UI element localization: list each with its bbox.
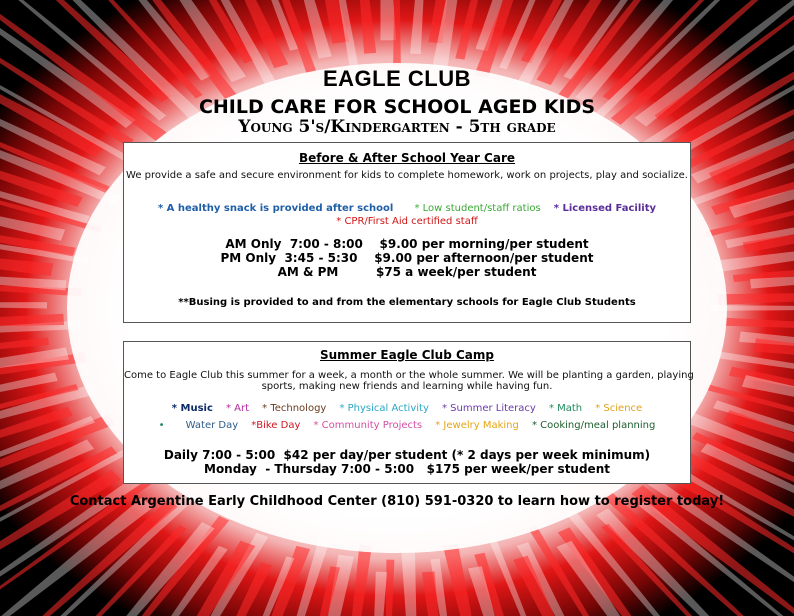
summer-intro-line-2: sports, making new friends and learning while having fun. [261,381,553,392]
page-subtitle: CHILD CARE FOR SCHOOL AGED KIDS [198,96,596,118]
burst-ray [0,302,47,308]
page-title: EAGLE CLUB [323,66,471,91]
activity-item: * Math [548,403,583,414]
activities-row-2 [124,413,690,432]
summer-intro-line-1: Come to Eagle Club this summer for a week, a month or the whole summer. We will be planting a garden, playing [124,370,694,381]
grade-range: Young 5's/Kindergarten - 5th grade [238,117,556,137]
school-year-heading: Before & After School Year Care [298,151,516,165]
contact-info: Contact Argentine Early Childhood Center (810) 591-0320 to learn how to register today! [69,494,725,509]
pricing-pm: PM Only 3:45 - 5:30 $9.00 per afternoon/per student [220,251,594,265]
busing-note: **Busing is provided to and from the elementary schools for Eagle Club Students [178,297,636,308]
summer-pricing-weekly: Monday - Thursday 7:00 - 5:00 $175 per week/per student [204,462,610,476]
activity-item: * Summer Literacy [441,403,536,414]
summer-camp-panel [123,341,694,484]
feature-item: * CPR/First Aid certified staff [336,216,478,227]
pricing-am: AM Only 7:00 - 8:00 $9.00 per morning/per student [225,237,589,251]
activity-item: * Art [225,403,250,414]
school-year-intro: We provide a safe and secure environment for kids to complete homework, work on projects, play and socialize. [126,170,688,181]
activity-item: * Physical Activity [339,403,429,414]
feature-item: * A healthy snack is provided after school [157,203,394,214]
activity-item: * Music [171,403,213,414]
summer-heading: Summer Eagle Club Camp [320,348,494,362]
activity-item: * Jewelry Making [435,420,519,431]
activity-item: * Technology [262,403,327,414]
school-year-care-panel [123,142,691,323]
feature-item: * Low student/staff ratios [414,203,541,214]
feature-item: * Licensed Facility [553,203,657,214]
activity-item: * Cooking/meal planning [531,420,656,431]
pricing-am-pm: AM & PM $75 a week/per student [277,265,537,279]
summer-pricing-daily: Daily 7:00 - 5:00 $42 per day/per student (* 2 days per week minimum) [163,448,651,462]
activity-item: Water Day [185,420,239,431]
activity-item: * Science [595,403,643,414]
burst-ray [393,0,401,66]
bullet-icon: • [158,420,165,431]
activity-item: * Community Projects [313,420,423,431]
activity-item: *Bike Day [251,420,301,431]
school-year-features-row-2 [124,209,690,228]
